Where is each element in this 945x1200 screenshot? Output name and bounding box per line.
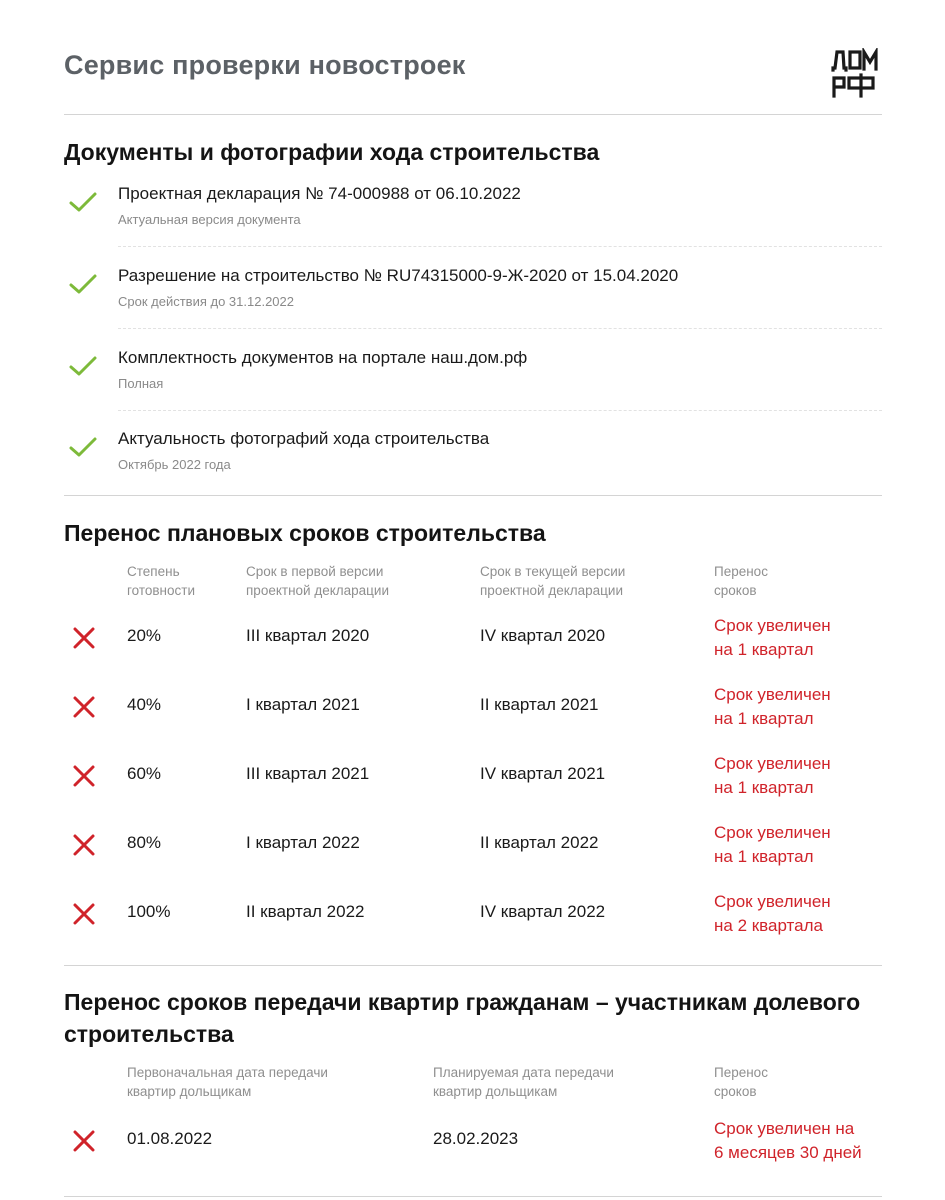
logo-text: ДОМ <box>830 48 833 49</box>
first-term-cell: I квартал 2022 <box>246 833 360 852</box>
table-row <box>64 823 882 879</box>
current-term-cell: II квартал 2022 <box>480 833 599 852</box>
checkmark-icon <box>68 354 98 378</box>
planned-date-cell: 28.02.2023 <box>433 1129 519 1148</box>
divider <box>64 495 882 496</box>
schedule-section-title: Перенос плановых сроков строительства <box>64 520 546 546</box>
checkmark-icon <box>68 190 98 214</box>
readiness-cell: 40% <box>127 695 162 714</box>
dom-rf-logo <box>830 48 882 100</box>
readiness-cell: 100% <box>127 902 171 921</box>
readiness-cell: 60% <box>127 764 162 783</box>
document-item <box>64 184 882 244</box>
document-item-status: Октябрь 2022 года <box>118 457 231 472</box>
column-header-shift: Перенос сроков <box>714 564 768 598</box>
document-item-status: Актуальная версия документа <box>118 212 301 227</box>
table-row <box>64 1119 882 1175</box>
current-term-cell: IV квартал 2020 <box>480 626 606 645</box>
cross-icon <box>72 695 96 719</box>
original-date-cell: 01.08.2022 <box>127 1129 213 1148</box>
page-header <box>64 48 882 112</box>
shift-cell: Срок увеличен на 1 квартал <box>714 616 831 659</box>
document-item <box>64 348 882 408</box>
document-item <box>64 266 882 326</box>
column-header-current-term: Срок в текущей версии проектной декларации <box>480 564 626 598</box>
column-header-readiness: Степень готовности <box>127 564 195 598</box>
current-term-cell: IV квартал 2021 <box>480 764 606 783</box>
item-divider <box>118 246 882 247</box>
document-item-title: Комплектность документов на портале наш.дом.рф <box>118 348 528 367</box>
handover-section-title: Перенос сроков передачи квартир гражданам – участникам долевого строительства <box>64 989 861 1047</box>
shift-cell: Срок увеличен на 6 месяцев 30 дней <box>714 1119 862 1162</box>
first-term-cell: III квартал 2021 <box>246 764 370 783</box>
column-header-first-term: Срок в первой версии проектной декларации <box>246 564 389 598</box>
table-row <box>64 754 882 810</box>
cross-icon <box>72 764 96 788</box>
document-item-title: Актуальность фотографий хода строительства <box>118 429 490 448</box>
shift-cell: Срок увеличен на 2 квартала <box>714 892 831 935</box>
shift-cell: Срок увеличен на 1 квартал <box>714 823 831 866</box>
document-item-title: Разрешение на строительство № RU74315000-9-Ж-2020 от 15.04.2020 <box>118 266 679 285</box>
cross-icon <box>72 1129 96 1153</box>
document-item-status: Срок действия до 31.12.2022 <box>118 294 294 309</box>
item-divider <box>118 410 882 411</box>
table-row <box>64 892 882 948</box>
table-row <box>64 685 882 741</box>
readiness-cell: 20% <box>127 626 162 645</box>
document-item-status: Полная <box>118 376 164 391</box>
shift-cell: Срок увеличен на 1 квартал <box>714 754 831 797</box>
first-term-cell: I квартал 2021 <box>246 695 360 714</box>
column-header-planned-date: Планируемая дата передачи квартир дольщикам <box>433 1065 614 1099</box>
current-term-cell: IV квартал 2022 <box>480 902 606 921</box>
divider <box>64 965 882 966</box>
document-item-title: Проектная декларация № 74-000988 от 06.10.2022 <box>118 184 521 203</box>
column-header-shift: Перенос сроков <box>714 1065 768 1099</box>
documents-section-title: Документы и фотографии хода строительства <box>64 139 600 165</box>
table-row <box>64 616 882 672</box>
first-term-cell: II квартал 2022 <box>246 902 365 921</box>
column-header-original-date: Первоначальная дата передачи квартир дольщикам <box>127 1065 328 1099</box>
cross-icon <box>72 833 96 857</box>
checkmark-icon <box>68 272 98 296</box>
divider <box>64 1196 882 1197</box>
cross-icon <box>72 902 96 926</box>
current-term-cell: II квартал 2021 <box>480 695 599 714</box>
item-divider <box>118 328 882 329</box>
readiness-cell: 80% <box>127 833 162 852</box>
cross-icon <box>72 626 96 650</box>
shift-cell: Срок увеличен на 1 квартал <box>714 685 831 728</box>
page-title: Сервис проверки новостроек <box>64 50 466 80</box>
checkmark-icon <box>68 435 98 459</box>
divider <box>64 114 882 115</box>
document-item <box>64 429 882 489</box>
first-term-cell: III квартал 2020 <box>246 626 370 645</box>
